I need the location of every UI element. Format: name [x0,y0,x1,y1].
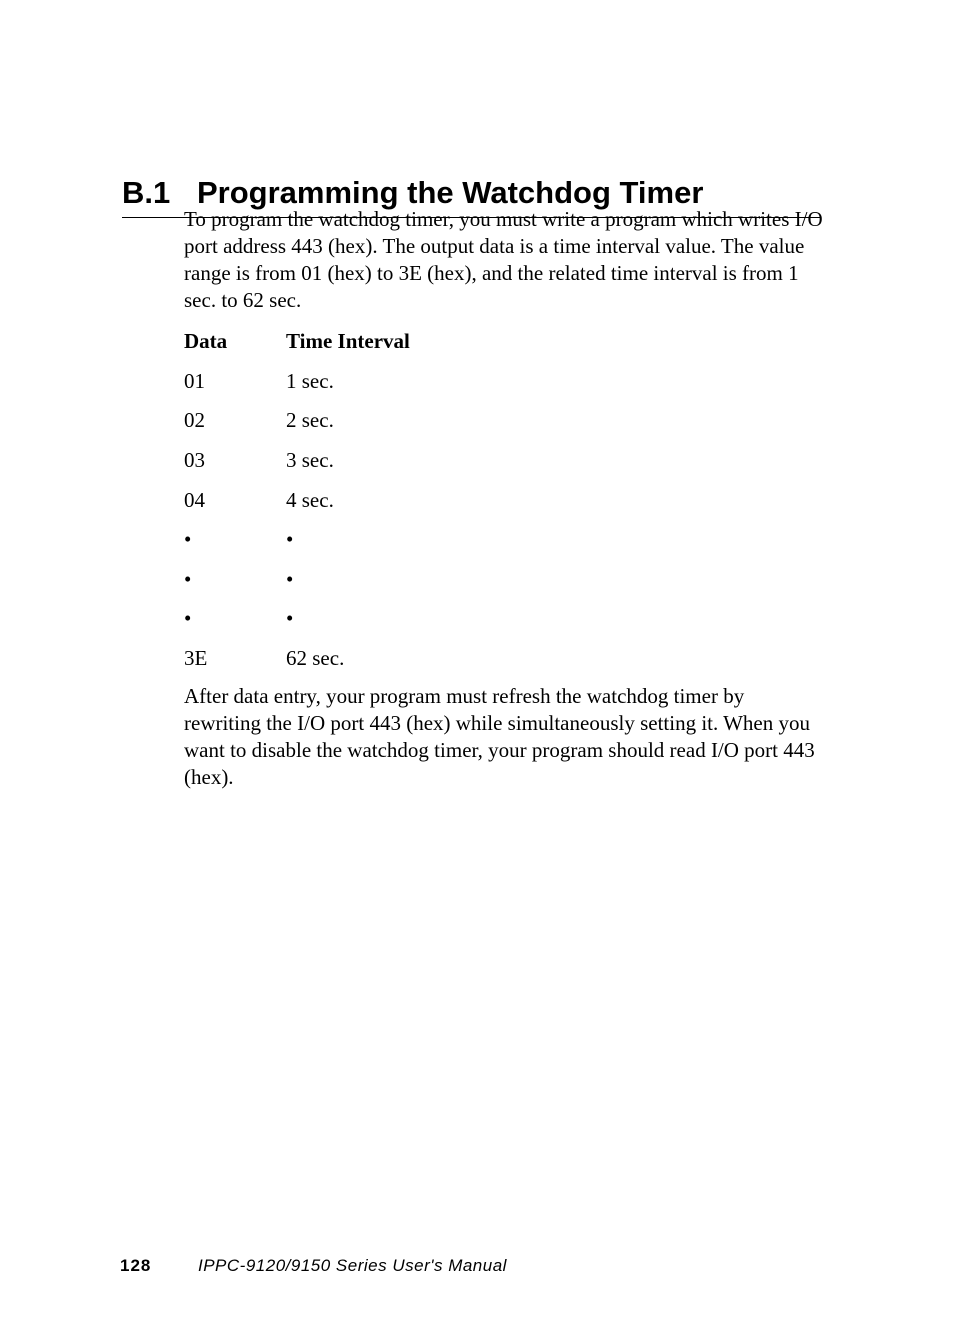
table-cell-data: 04 [184,487,205,512]
table-header-data: Data [184,329,228,354]
section-title: Programming the Watchdog Timer [197,174,704,210]
section-number: B.1 [122,174,171,210]
table-row [184,441,586,481]
table-cell-data: • [184,606,192,631]
table-cell-data: 02 [184,408,205,433]
table-header-time-interval: Time Interval [286,329,410,354]
page-footer [120,1256,507,1276]
page-number: 128 [120,1256,152,1275]
outro-paragraph: After data entry, your program must refresh the watchdog timer by rewriting the I/O port 443 (hex) while simultaneously setting it. When you want to disable the watchdog timer, your program should read I/O port 443 (hex). [184,684,815,789]
table-cell-interval: 3 sec. [286,448,334,473]
table-row [184,520,586,560]
table-cell-interval: 4 sec. [286,487,334,512]
table-row [184,560,586,600]
table-row [184,639,586,679]
table-cell-data: 03 [184,448,205,473]
table-cell-interval: 1 sec. [286,368,334,393]
table-cell-data: 01 [184,368,205,393]
table-cell-interval: 2 sec. [286,408,334,433]
intro-paragraph: To program the watchdog timer, you must write a program which writes I/O port address 443 (hex). The output data is a time interval value. The value range is from 01 (hex) to 3E (hex), and the related time interval is from 1 sec. to 62 sec. [184,207,823,312]
watchdog-interval-table [184,322,586,678]
table-cell-interval: 62 sec. [286,646,345,671]
table-row [184,480,586,520]
table-cell-data: 3E [184,646,208,671]
table-cell-interval: • [286,606,294,631]
table-cell-interval: • [286,566,294,591]
table-cell-data: • [184,566,192,591]
table-header-row [184,322,586,362]
table-row [184,401,586,441]
table-row [184,599,586,639]
table-cell-interval: • [286,527,294,552]
table-cell-data: • [184,527,192,552]
table-row [184,362,586,402]
manual-title: IPPC-9120/9150 Series User's Manual [198,1256,507,1275]
